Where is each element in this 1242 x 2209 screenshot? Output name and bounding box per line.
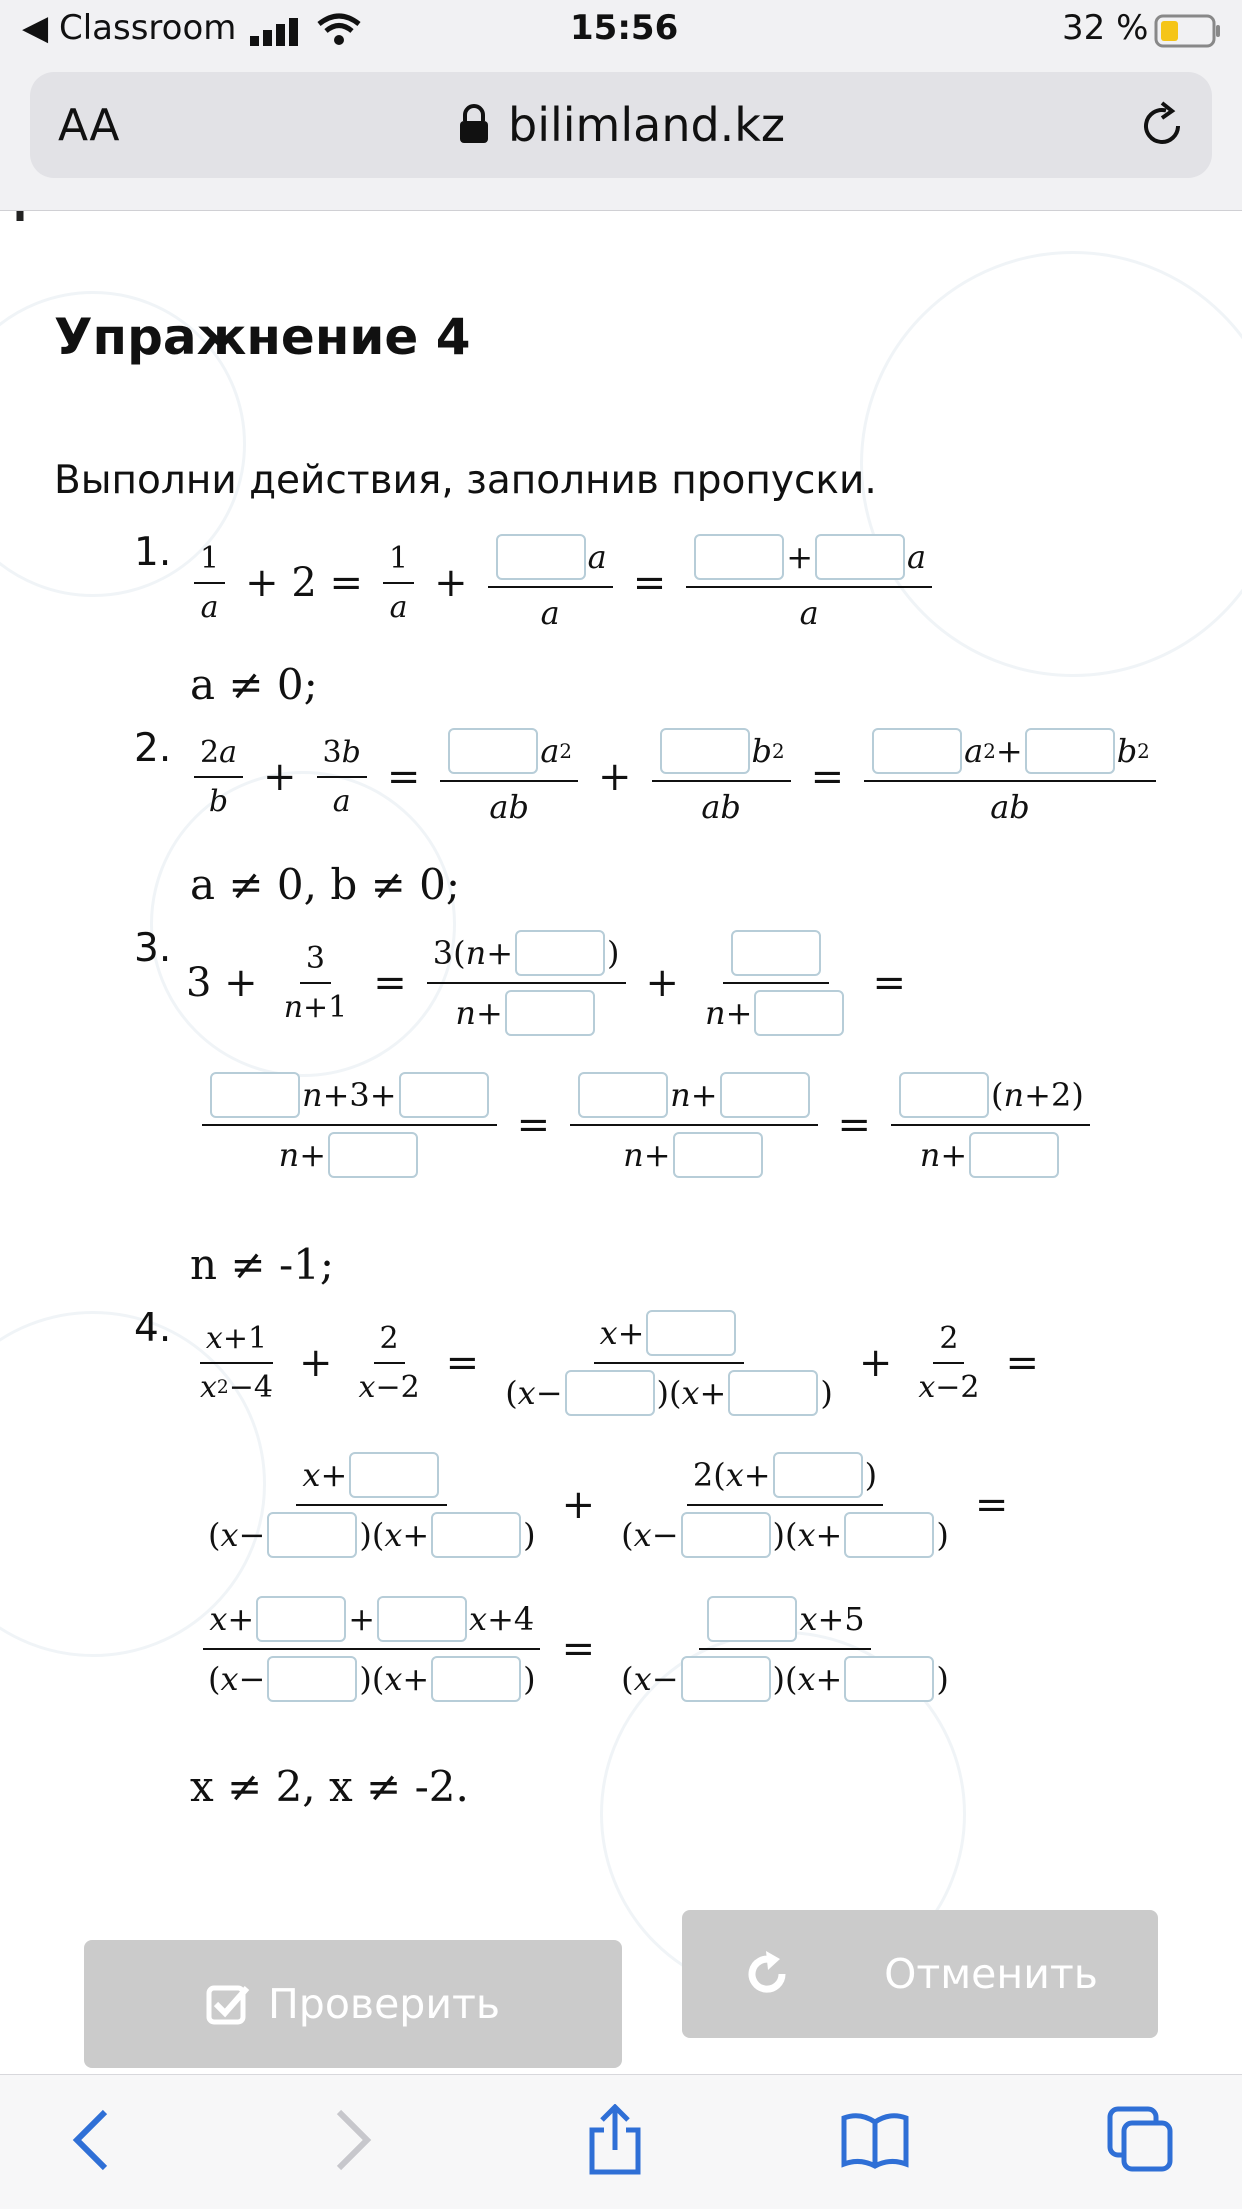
item-4-equation-line-3: x + + x +4 ( x − )( x + ) = x +5 ( x − )( x + ): [202, 1596, 963, 1702]
checkbox-checked-icon: [206, 1982, 250, 2026]
answer-input[interactable]: [720, 1072, 810, 1118]
forward-arrow-icon[interactable]: [318, 2105, 388, 2175]
exercise-instruction: Выполни действия, заполнив пропуски.: [54, 458, 877, 503]
answer-input[interactable]: [431, 1512, 521, 1558]
answer-input[interactable]: [754, 990, 844, 1036]
item-1-equation: 1 a + 2 = $\frac{1}{a}$ + $\frac{a}{a}$ = + a a: [186, 534, 940, 632]
answer-input[interactable]: [565, 1370, 655, 1416]
reload-icon[interactable]: [1136, 100, 1188, 156]
browser-toolbar: [0, 2074, 1242, 2209]
answer-input[interactable]: [844, 1656, 934, 1702]
item-3-equation-line-1: 3 + 3 n +1 = 3( n + ) n + + n + =: [186, 930, 918, 1036]
domain-condition: x ≠ 2, x ≠ -2.: [190, 1762, 469, 1811]
answer-input[interactable]: [496, 534, 586, 580]
check-button-label: Проверить: [267, 1980, 501, 2028]
answer-input[interactable]: [681, 1512, 771, 1558]
answer-input[interactable]: [578, 1072, 668, 1118]
answer-input[interactable]: [681, 1656, 771, 1702]
item-4-equation-line-2: x + ( x − )( x + ) + 2( x + ) ( x − )( x + ) =: [202, 1452, 1020, 1558]
domain-condition: n ≠ -1;: [190, 1240, 335, 1289]
answer-input[interactable]: [773, 1452, 863, 1498]
share-icon[interactable]: [580, 2105, 650, 2175]
answer-input[interactable]: [377, 1596, 467, 1642]
text-size-button[interactable]: AA: [58, 100, 120, 151]
tabs-icon[interactable]: [1106, 2105, 1176, 2175]
answer-input[interactable]: [267, 1512, 357, 1558]
answer-input[interactable]: [646, 1310, 736, 1356]
item-number: 4.: [134, 1306, 172, 1351]
redo-icon: [742, 1948, 794, 2000]
domain-condition: a ≠ 0, b ≠ 0;: [190, 860, 461, 909]
answer-input[interactable]: [328, 1132, 418, 1178]
signal-icon: [250, 16, 306, 50]
answer-input[interactable]: [899, 1072, 989, 1118]
answer-input[interactable]: [256, 1596, 346, 1642]
item-3-equation-line-2: n +3+ n + = n + n + = ( n +2) n +: [202, 1072, 1098, 1178]
address-bar: [0, 62, 1242, 211]
back-to-app-link[interactable]: ◀ Classroom: [22, 8, 237, 48]
answer-input[interactable]: [399, 1072, 489, 1118]
bookmarks-icon[interactable]: [840, 2105, 910, 2175]
answer-input[interactable]: [448, 728, 538, 774]
answer-input[interactable]: [210, 1072, 300, 1118]
answer-input[interactable]: [694, 534, 784, 580]
item-number: 3.: [134, 926, 172, 971]
url-text: bilimland.kz: [508, 98, 786, 152]
answer-input[interactable]: [969, 1132, 1059, 1178]
answer-input[interactable]: [731, 930, 821, 976]
cancel-button-label: Отменить: [884, 1950, 1098, 1998]
answer-input[interactable]: [872, 728, 962, 774]
answer-input[interactable]: [707, 1596, 797, 1642]
cancel-button[interactable]: [682, 1910, 1158, 2038]
answer-input[interactable]: [660, 728, 750, 774]
lock-icon: [458, 104, 490, 148]
back-arrow-icon[interactable]: [56, 2105, 126, 2175]
answer-input[interactable]: [1025, 728, 1115, 774]
url-field[interactable]: [30, 72, 1212, 178]
exercise-title: Упражнение 4: [54, 308, 471, 366]
status-bar: [0, 0, 1242, 62]
answer-input[interactable]: [728, 1370, 818, 1416]
answer-input[interactable]: [505, 990, 595, 1036]
item-number: 2.: [134, 726, 172, 771]
clock: 15:56: [570, 8, 679, 48]
answer-input[interactable]: [349, 1452, 439, 1498]
check-button[interactable]: [84, 1940, 622, 2068]
answer-input[interactable]: [515, 930, 605, 976]
battery-percent: 32 %: [1062, 8, 1149, 48]
answer-input[interactable]: [844, 1512, 934, 1558]
domain-condition: a ≠ 0;: [190, 660, 318, 709]
battery-icon: [1154, 14, 1222, 52]
item-4-equation-line-1: x +1 x 2 −4 + 2 x −2 = x + ( x − )( x + ) + 2 x −2 =: [186, 1310, 1051, 1416]
answer-input[interactable]: [431, 1656, 521, 1702]
answer-input[interactable]: [267, 1656, 357, 1702]
answer-input[interactable]: [815, 534, 905, 580]
answer-input[interactable]: [673, 1132, 763, 1178]
item-2-equation: 2 a b + 3 b a = a 2 ab + b 2 ab = a 2 + b 2 ab: [186, 728, 1164, 826]
wifi-icon: [316, 12, 362, 50]
item-number: 1.: [134, 530, 172, 575]
